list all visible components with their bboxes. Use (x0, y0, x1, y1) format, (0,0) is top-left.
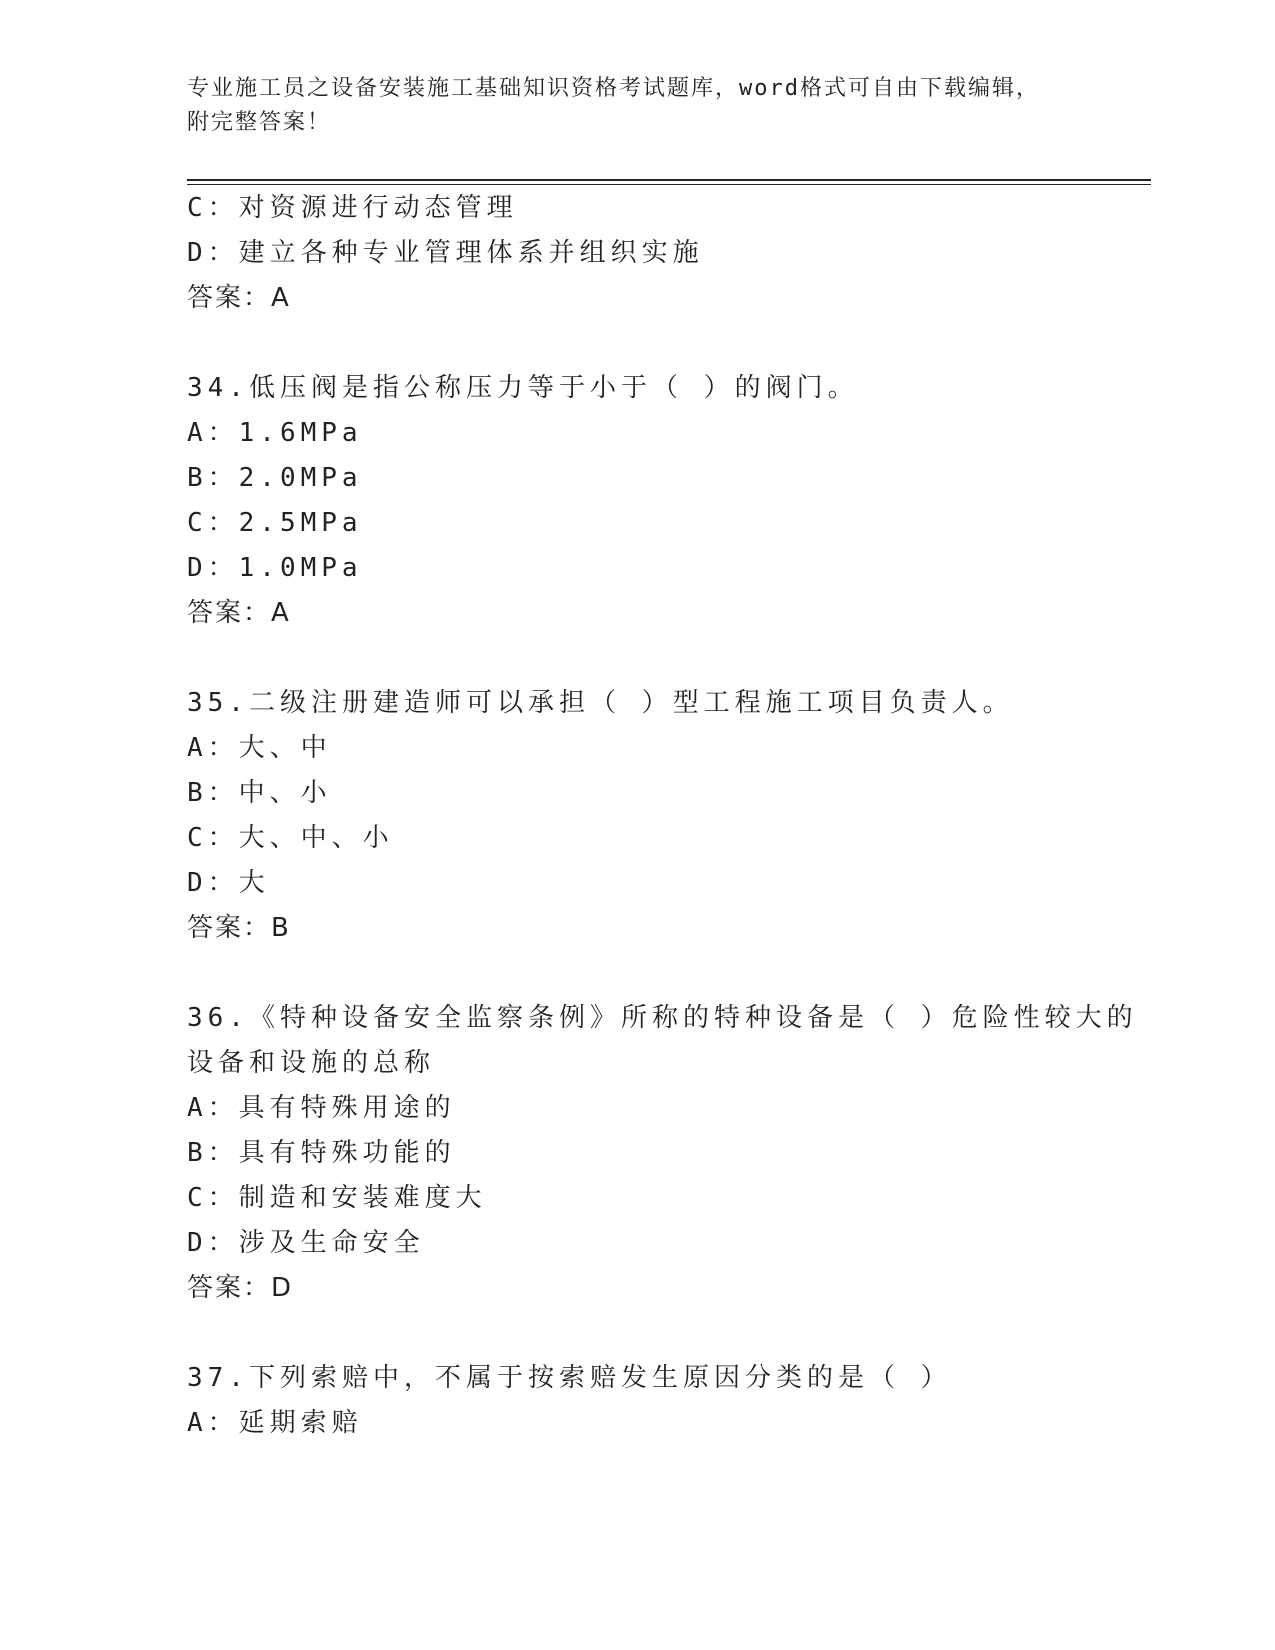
q34-option-c: C：2.5MPa (187, 508, 363, 538)
header-title-line-1: 专业施工员之设备安装施工基础知识资格考试题库，word格式可自由下载编辑， (187, 76, 1040, 101)
q33-option-d: D：建立各种专业管理体系并组织实施 (187, 238, 704, 268)
q36-question-line-1: 36.《特种设备安全监察条例》所称的特种设备是（ ）危险性较大的 (187, 1003, 1138, 1033)
q37-option-a: A：延期索赔 (187, 1408, 363, 1438)
q36-question-line-2: 设备和设施的总称 (187, 1048, 436, 1078)
header-title-line-2: 附完整答案！ (187, 110, 332, 135)
q36-option-b: B：具有特殊功能的 (187, 1138, 456, 1168)
q37-question: 37.下列索赔中，不属于按索赔发生原因分类的是（ ） (187, 1363, 952, 1393)
q35-option-b: B：中、小 (187, 778, 332, 808)
q34-option-d: D：1.0MPa (187, 553, 363, 583)
q36-option-c: C：制造和安装难度大 (187, 1183, 487, 1213)
q34-option-a: A：1.6MPa (187, 418, 363, 448)
q34-question: 34.低压阀是指公称压力等于小于（ ）的阀门。 (187, 373, 859, 403)
q33-answer: 答案：A (187, 283, 291, 313)
header-divider-thin (187, 184, 1151, 185)
q35-answer: 答案：B (187, 913, 291, 943)
q34-option-b: B：2.0MPa (187, 463, 363, 493)
header-divider-thick (187, 179, 1151, 181)
document-header (187, 72, 1067, 140)
q34-answer: 答案：A (187, 598, 291, 628)
q36-option-a: A：具有特殊用途的 (187, 1093, 456, 1123)
q35-option-c: C：大、中、小 (187, 823, 394, 853)
q36-option-d: D：涉及生命安全 (187, 1228, 425, 1258)
q33-option-c: C：对资源进行动态管理 (187, 193, 518, 223)
q36-answer: 答案：D (187, 1273, 294, 1303)
q35-option-a: A：大、中 (187, 733, 332, 763)
q35-option-d: D：大 (187, 868, 270, 898)
q35-question: 35.二级注册建造师可以承担（ ）型工程施工项目负责人。 (187, 688, 1014, 718)
